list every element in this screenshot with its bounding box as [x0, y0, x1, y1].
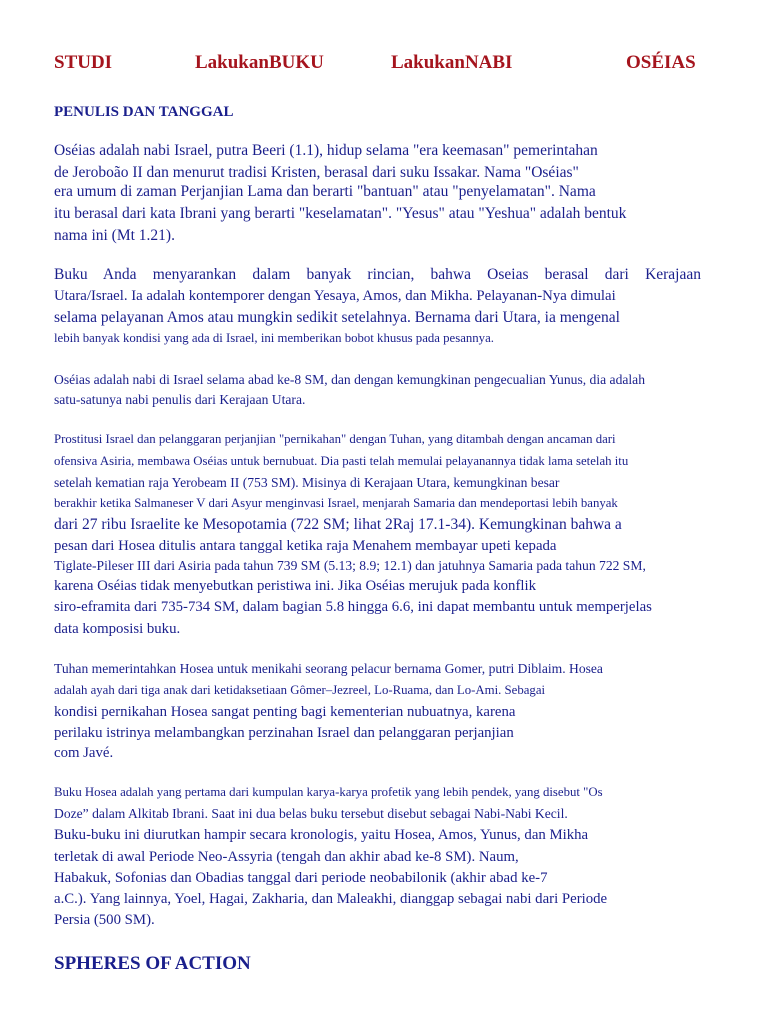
paragraph-line: Doze” dalam Alkitab Ibrani. Saat ini dua belas buku tersebut disebut sebagai Nabi-Nabi Kecil.	[54, 806, 568, 821]
paragraph-line: Buku Anda menyarankan dalam banyak rincian, bahwa Oseias berasal dari Kerajaan	[54, 266, 701, 283]
paragraph-line: Tuhan memerintahkan Hosea untuk menikahi seorang pelacur bernama Gomer, putri Diblaim. Hosea	[54, 661, 603, 676]
paragraph-line: setelah kematian raja Yerobeam II (753 SM). Misinya di Kerajaan Utara, kemungkinan besar	[54, 475, 560, 490]
document-title	[54, 52, 710, 80]
paragraph-line: Prostitusi Israel dan pelanggaran perjanjian "pernikahan" dengan Tuhan, yang ditambah dengan ancaman dari	[54, 432, 616, 446]
paragraph-line: Oséias adalah nabi di Israel selama abad ke-8 SM, dan dengan kemungkinan pengecualian Yunus, dia adalah	[54, 372, 646, 387]
paragraph-line: satu-satunya nabi penulis dari Kerajaan Utara.	[54, 392, 306, 407]
paragraph-line: berakhir ketika Salmaneser V dari Asyur menginvasi Israel, menjarah Samaria dan mendeportasi lebih banyak	[54, 496, 618, 510]
paragraph-line: selama pelayanan Amos atau mungkin sedikit setelahnya. Bernama dari Utara, ia mengenal	[54, 309, 620, 326]
paragraph-line: Habakuk, Sofonias dan Obadias tanggal dari periode neobabilonik (akhir abad ke-7	[54, 870, 548, 886]
paragraph-line: itu berasal dari kata Ibrani yang berarti "keselamatan". "Yesus" atau "Yeshua" adalah bentuk	[54, 205, 627, 222]
paragraph-line: Buku Hosea adalah yang pertama dari kumpulan karya-karya profetik yang lebih pendek, yang disebut "Os	[54, 785, 603, 799]
paragraph-line: Utara/Israel. Ia adalah kontemporer dengan Yesaya, Amos, dan Mikha. Pelayanan-Nya dimulai	[54, 288, 616, 304]
paragraph-line: data komposisi buku.	[54, 621, 181, 637]
paragraph-line: terletak di awal Periode Neo-Assyria (tengah dan akhir abad ke-8 SM). Naum,	[54, 849, 519, 865]
paragraph-line: de Jeroboão II dan menurut tradisi Kristen, berasal dari suku Issakar. Nama "Oséias"	[54, 164, 579, 181]
paragraph-line: Buku-buku ini diurutkan hampir secara kronologis, yaitu Hosea, Amos, Yunus, dan Mikha	[54, 827, 589, 843]
paragraph-line: com Javé.	[54, 745, 114, 761]
paragraph-line: lebih banyak kondisi yang ada di Israel, ini memberikan bobot khusus pada pesannya.	[54, 331, 494, 345]
paragraph-line: pesan dari Hosea ditulis antara tanggal ketika raja Menahem membayar upeti kepada	[54, 538, 557, 554]
paragraph-line: siro-eframita dari 735-734 SM, dalam bagian 5.8 hingga 6.6, ini dapat membantu untuk memperjelas	[54, 599, 652, 615]
section-heading-spheres: SPHERES OF ACTION	[54, 953, 251, 974]
title-word-nabi: LakukanNABI	[391, 52, 513, 73]
paragraph-line: karena Oséias tidak menyebutkan peristiwa ini. Jika Oséias merujuk pada konflik	[54, 578, 536, 594]
paragraph-line: era umum di zaman Perjanjian Lama dan berarti "bantuan" atau "penyelamatan". Nama	[54, 183, 596, 200]
title-word-studi: STUDI	[54, 52, 113, 73]
paragraph-line: adalah ayah dari tiga anak dari ketidaksetiaan Gômer–Jezreel, Lo-Ruama, dan Lo-Ami. Sebagai	[54, 683, 546, 697]
paragraph-line: kondisi pernikahan Hosea sangat penting bagi kementerian nubuatnya, karena	[54, 704, 516, 720]
title-word-oseias: OSÉIAS	[626, 52, 696, 73]
section-heading-penulis: PENULIS DAN TANGGAL	[54, 104, 234, 120]
paragraph-line: ofensiva Asiria, membawa Oséias untuk bernubuat. Dia pasti telah memulai pelayanannya tidak lama setelah itu	[54, 454, 629, 468]
paragraph-line: nama ini (Mt 1.21).	[54, 227, 175, 244]
paragraph-line: a.C.). Yang lainnya, Yoel, Hagai, Zakharia, dan Maleakhi, dianggap sebagai nabi dari Periode	[54, 891, 608, 907]
paragraph-line: dari 27 ribu Israelite ke Mesopotamia (722 SM; lihat 2Raj 17.1-34). Kemungkinan bahwa a	[54, 516, 622, 533]
paragraph-line: perilaku istrinya melambangkan perzinahan Israel dan pelanggaran perjanjian	[54, 725, 514, 741]
paragraph-line: Persia (500 SM).	[54, 912, 155, 928]
paragraph-line: Oséias adalah nabi Israel, putra Beeri (1.1), hidup selama "era keemasan" pemerintahan	[54, 142, 598, 159]
paragraph-line: Tiglate-Pileser III dari Asiria pada tahun 739 SM (5.13; 8.9; 12.1) dan jatuhnya Samaria pada tahun 722 SM,	[54, 558, 646, 573]
title-word-buku: LakukanBUKU	[195, 52, 324, 73]
